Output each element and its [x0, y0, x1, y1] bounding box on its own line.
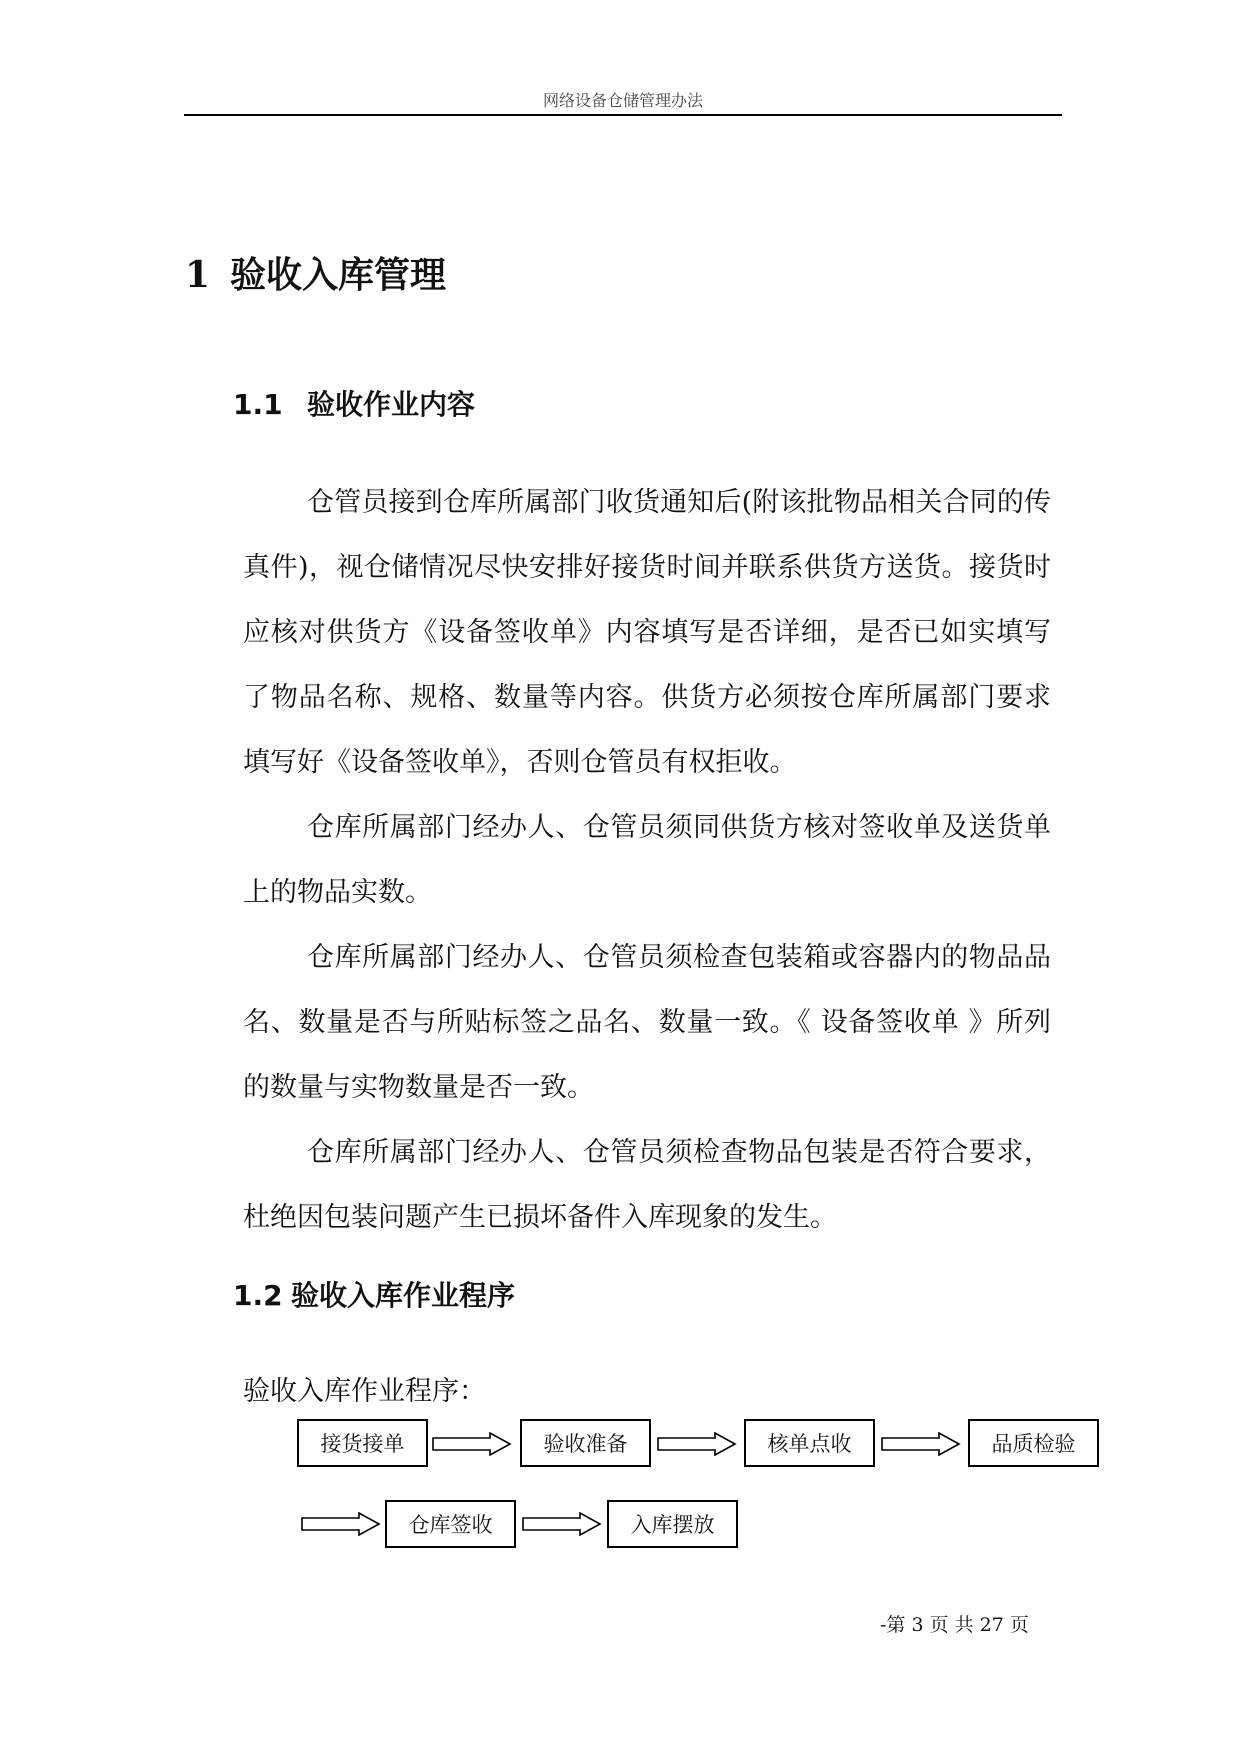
section-1-1-title: 验收作业内容: [307, 388, 476, 421]
section-1-number: 1: [185, 254, 211, 296]
flow-arrow-icon: [301, 1512, 381, 1536]
page-number: -第 3 页 共 27 页: [880, 1614, 1029, 1636]
flow-arrow-icon: [881, 1432, 961, 1456]
flow-step-storage-placement: 入库摆放: [607, 1500, 738, 1548]
flow-lead-text: 验收入库作业程序：: [243, 1376, 486, 1407]
header-divider: [184, 114, 1062, 116]
section-1-heading: [185, 253, 446, 297]
paragraph-verify-quantity: 仓库所属部门经办人、仓管员须同供货方核对签收单及送货单上的物品实数。: [243, 812, 1051, 908]
flow-step-check-count: 核单点收: [744, 1419, 875, 1467]
section-1-1-heading: [233, 387, 475, 423]
paragraph-receiving-notice: 仓管员接到仓库所属部门收货通知后(附该批物品相关合同的传真件)，视仓储情况尽快安排好接货时间并联系供货方送货。接货时应核对供货方《设备签收单》内容填写是否详细，是否已如实填写了物品名称、规格、数量等内容。供货方必须按仓库所属部门要求填写好《设备签收单》，否则仓管员有权拒收。: [243, 487, 1051, 778]
section-1-title: 验收入库管理: [230, 254, 447, 296]
flow-step-quality-inspection: 品质检验: [968, 1419, 1099, 1467]
section-1-2-heading: [233, 1278, 515, 1314]
page-header-title: 网络设备仓储管理办法: [542, 91, 703, 110]
paragraph-check-packaging: 仓库所属部门经办人、仓管员须检查物品包装是否符合要求，杜绝因包装问题产生已损坏备件入库现象的发生。: [243, 1137, 1051, 1233]
section-1-1-number: 1.1: [233, 388, 283, 421]
flow-arrow-icon: [432, 1432, 512, 1456]
flow-step-receive-order: 接货接单: [297, 1419, 428, 1467]
flow-arrow-icon: [657, 1432, 737, 1456]
flow-step-prepare-inspection: 验收准备: [520, 1419, 651, 1467]
section-1-2-title: 验收入库作业程序: [291, 1279, 516, 1312]
paragraph-check-packages: 仓库所属部门经办人、仓管员须检查包装箱或容器内的物品品名、数量是否与所贴标签之品名、数量一致。《 设备签收单 》所列的数量与实物数量是否一致。: [243, 942, 1051, 1103]
section-1-2-number: 1.2: [233, 1279, 283, 1312]
flow-step-warehouse-signoff: 仓库签收: [385, 1500, 516, 1548]
flow-arrow-icon: [522, 1512, 602, 1536]
